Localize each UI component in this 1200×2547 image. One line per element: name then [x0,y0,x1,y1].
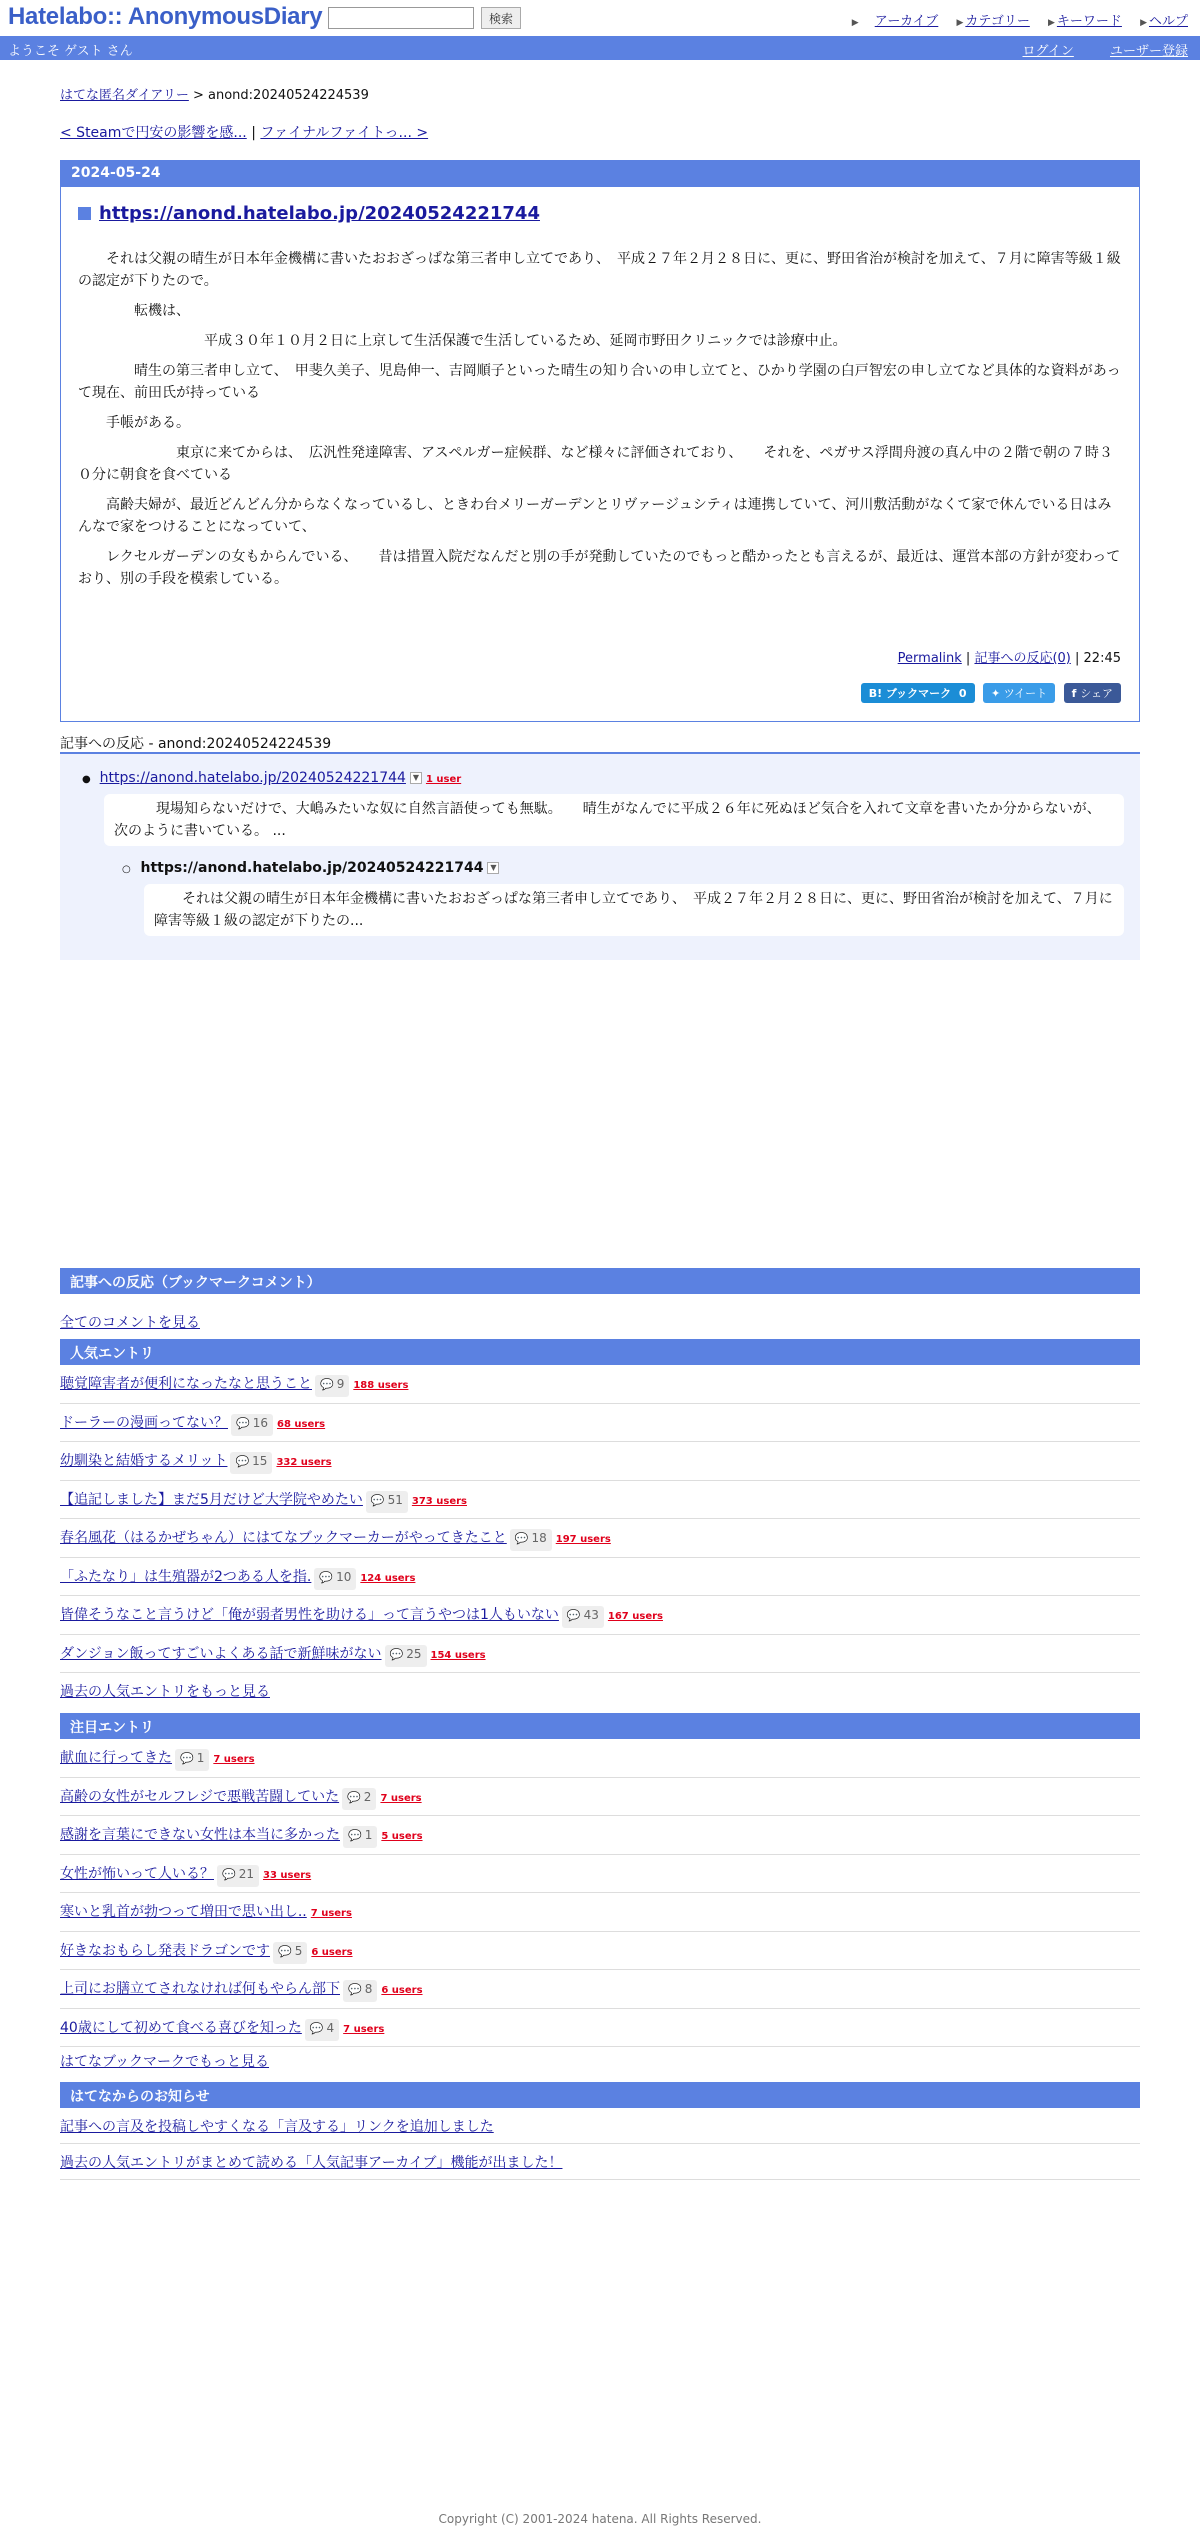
permalink[interactable]: Permalink [897,651,962,666]
comment-bubble-icon: 💬 [389,1647,404,1661]
entry-row [60,1816,1140,1855]
reactions-link[interactable]: 記事への反応(0) [974,651,1071,666]
entry-link[interactable]: 寒いと乳首が勃つって増田で思い出し.. [60,1904,307,1920]
users-badge[interactable]: 7 users [343,2023,385,2035]
bookmark-button-label: B! ブックマーク [868,687,952,700]
comment-count-value: 5 [294,1943,303,1958]
comment-count[interactable] [343,1980,377,2002]
reactions-box [60,752,1140,960]
entry-link[interactable]: 女性が怖いって人いる？ [60,1865,214,1882]
entry-date: 2024-05-24 [61,161,1139,187]
news-link[interactable]: 過去の人気エントリがまとめて読める「人気記事アーカイブ」機能が出ました！ [60,2155,563,2171]
bookmark-comments-heading: 記事への反応（ブックマークコメント） [60,1268,1140,1294]
prev-entry-link[interactable]: < Steamで円安の影響を感... [60,125,247,141]
comment-bubble-icon: 💬 [236,1416,250,1430]
entry-link[interactable]: ダンジョン飯ってすごいよくある話で新鮮味がない [60,1645,382,1662]
comment-count[interactable] [230,1452,272,1474]
users-badge[interactable]: 6 users [311,1946,353,1958]
bookmark-count: 0 [958,687,967,700]
breadcrumb-separator: > [188,88,209,103]
comment-count-value: 16 [252,1415,268,1430]
login-link[interactable]: ログイン [1022,44,1074,59]
users-badge[interactable]: 1 user [425,774,462,785]
entry-link[interactable]: 献血に行ってきた [60,1750,172,1766]
entry-link[interactable]: 春名風花（はるかぜちゃん）にはてなブックマーカーがやってきたこと [60,1530,507,1546]
entry-link[interactable]: 皆偉そうなこと言うけど「俺が弱者男性を助ける」って言うやつは1人もいない [60,1607,559,1623]
reaction-excerpt: それは父親の晴生が日本年金機構に書いたおおざっぱな第三者申し立てであり、 平成２７年２月２８日に、更に、野田省治が検討を加えて、７月に障害等級１級の認定が下りたの... [144,884,1124,936]
entry-link[interactable]: ドーラーの漫画ってない？ [60,1414,228,1431]
entry-title-link[interactable]: https://anond.hatelabo.jp/20240524221744 [99,203,540,224]
users-badge[interactable]: 373 users [411,1495,467,1507]
comment-count-value: 9 [336,1377,345,1391]
entry-title [78,203,1139,224]
entry-paragraph: 晴生の第三者申し立て、 甲斐久美子、児島伸一、吉岡順子といった晴生の知り合いの申し立てと、ひかり学園の白戸智宏の申し立てなど具体的な資料があって現在、前田氏が持っている [78,363,1121,401]
entry-link[interactable]: 好きなおもらし発表ドラゴンです [60,1942,270,1959]
comment-count-value: 8 [364,1982,373,1996]
users-badge[interactable]: 197 users [555,1534,611,1545]
news-item [60,2144,1140,2180]
chevron-right-icon: ▶ [1140,18,1147,28]
comment-count-value: 1 [364,1828,373,1842]
entry-row [60,1635,1140,1674]
entry-time: 22:45 [1083,651,1121,666]
share-buttons [857,683,1121,703]
entry-link[interactable]: 「ふたなり」は生殖器が2つある人を指. [60,1568,312,1585]
comment-bubble-icon: 💬 [180,1752,194,1765]
popular-more-link[interactable]: 過去の人気エントリをもっと見る [60,1684,270,1700]
attention-entries-heading: 注目エントリ [60,1713,1140,1739]
breadcrumb-home[interactable]: はてな匿名ダイアリー [60,88,189,103]
entry-row [60,1855,1140,1894]
comment-count[interactable] [217,1865,259,1887]
register-link[interactable]: ユーザー登録 [1109,44,1188,59]
users-badge[interactable]: 167 users [607,1611,663,1622]
comment-count[interactable] [273,1942,307,1964]
comment-count-value: 4 [326,2020,335,2035]
entry-paragraph: 平成３０年１０月２日に上京して生活保護で生活しているため、延岡市野田クリニックでは診療中止。 [78,333,847,349]
news-heading: はてなからのお知らせ [60,2082,1140,2108]
breadcrumb [60,84,369,103]
comment-count[interactable] [175,1749,209,1771]
comment-bubble-icon: 💬 [278,1944,292,1958]
users-badge[interactable]: 7 users [213,1754,255,1765]
nav-help[interactable]: ヘルプ [1148,14,1188,29]
next-entry-link[interactable]: ファイナルファイトっ... > [260,125,429,141]
share-label: シェア [1080,687,1113,700]
entry-row [60,1932,1140,1971]
comment-bubble-icon: 💬 [320,1378,334,1391]
comment-bubble-icon: 💬 [319,1570,334,1584]
users-badge[interactable]: 6 users [381,1985,423,1996]
comment-bubble-icon: 💬 [370,1493,385,1507]
bird-icon: ✦ [990,687,1004,700]
entry-link[interactable]: 幼馴染と結婚するメリット [60,1453,228,1469]
users-badge[interactable]: 7 users [310,1908,352,1919]
nav-category[interactable]: カテゴリー [965,14,1030,29]
entry-row [60,1404,1140,1443]
comment-bubble-icon: 💬 [514,1532,529,1545]
entry-row [60,1970,1140,2009]
chevron-right-icon: ▶ [851,18,859,28]
search-input[interactable] [328,7,474,29]
comment-count-value: 10 [336,1569,352,1584]
reaction-link[interactable]: https://anond.hatelabo.jp/20240524221744 [99,770,406,786]
entry-row [60,1519,1140,1558]
entry-row [60,1442,1140,1481]
users-badge[interactable]: 124 users [360,1572,416,1584]
comment-bubble-icon: 💬 [348,1829,362,1842]
comment-count-value: 2 [363,1789,372,1804]
chevron-right-icon: ▶ [1047,18,1055,28]
comment-count[interactable] [342,1788,376,1810]
comment-count-value: 18 [531,1531,547,1545]
comment-count[interactable] [510,1529,552,1551]
entry-paragraph: 手帳がある。 [78,415,190,431]
chevron-down-icon[interactable]: ▼ [410,772,422,784]
entry-link[interactable]: 聴覚障害者が便利になったなと思うこと [60,1376,312,1392]
tweet-button[interactable] [983,683,1055,703]
comment-count[interactable] [343,1826,377,1848]
facebook-icon: f [1071,687,1081,700]
entry-link[interactable]: 【追記しました】まだ5月だけど大学院やめたい [60,1491,363,1508]
comment-bubble-icon: 💬 [309,2021,324,2035]
entry-paragraph: 転機は、 [78,303,190,319]
entry-body [78,248,1121,590]
entry-row [60,1893,1140,1932]
users-badge[interactable]: 154 users [430,1649,486,1661]
top-header [0,0,1200,36]
entry-paragraph: それは父親の晴生が日本年金機構に書いたおおざっぱな第三者申し立てであり、 平成２７年２月２８日に、更に、野田省治が検討を加えて、７月に障害等級１級の認定が下りたので。 [78,251,1121,289]
hatena-bookmark-button[interactable] [861,683,975,703]
comment-bubble-icon: 💬 [235,1455,250,1468]
welcome-text: ようこそ ゲスト さん [8,44,133,59]
top-nav [852,10,1188,29]
comment-count[interactable] [315,1375,349,1397]
comment-count[interactable] [231,1414,273,1436]
search-button[interactable]: 検索 [481,7,521,29]
entry-row [60,1558,1140,1597]
nav-keyword[interactable]: キーワード [1056,14,1122,29]
entry-box [60,160,1140,722]
bookmark-more-link[interactable]: はてなブックマークでもっと見る [60,2054,270,2070]
square-bullet-icon [78,207,91,220]
entry-pager [60,122,428,142]
entry-link[interactable]: 40歳にして初めて食べる喜びを知った [60,2019,302,2036]
copyright: Copyright (C) 2001-2024 hatena. All Rights Reserved. [438,2512,762,2526]
comment-count[interactable] [305,2019,339,2041]
news-item [60,2108,1140,2144]
reactions-heading: 記事への反応 - anond:20240524224539 [60,736,332,752]
users-badge[interactable]: 5 users [381,1831,423,1842]
site-logo[interactable]: Hatelabo:: AnonymousDiary [8,3,323,30]
entry-paragraph: 高齢夫婦が、最近どんどん分からなくなっているし、ときわ台メリーガーデンとリヴァージュシティは連携していて、河川敷活動がなくて家で休んでいる日はみんなで家をつけることになっていて、 [78,497,1112,535]
comment-count-value: 15 [252,1454,268,1468]
facebook-share-button[interactable] [1064,683,1121,703]
user-bar [0,36,1200,60]
popular-entries-heading: 人気エントリ [60,1339,1140,1365]
tweet-label: ツイート [1003,687,1048,700]
circle-bullet-icon: ○ [122,864,131,875]
bullet-icon: ● [82,774,91,785]
comment-count[interactable] [385,1645,427,1667]
entry-row [60,2009,1140,2048]
entry-row [60,1365,1140,1404]
entry-paragraph: 東京に来てからは、 広汎性発達障害、アスペルガー症候群、など様々に評価されており、 それを、ペガサス浮間舟渡の真ん中の２階で朝の７時３０分に朝食を食べている [78,445,1113,483]
entry-row [60,1778,1140,1817]
comment-count-value: 43 [583,1608,599,1622]
comment-count[interactable] [562,1606,604,1628]
chevron-down-icon[interactable]: ▼ [487,862,499,874]
entry-link[interactable]: 高齢の女性がセルフレジで悪戦苦闘していた [60,1788,340,1805]
users-badge[interactable]: 68 users [276,1418,326,1430]
pager-separator: | [246,125,261,141]
entry-link[interactable]: 上司にお膳立てされなければ何もやらん部下 [60,1981,340,1997]
comment-bubble-icon: 💬 [222,1867,236,1881]
comment-count-value: 1 [196,1751,205,1765]
breadcrumb-current: anond:20240524224539 [208,88,369,103]
chevron-right-icon: ▶ [956,18,964,28]
nav-archive[interactable]: アーカイブ [874,14,939,29]
comment-count[interactable] [314,1568,356,1590]
users-badge[interactable]: 188 users [353,1380,409,1391]
comment-count-value: 21 [238,1866,254,1881]
entry-paragraph: レクセルガーデンの女もからんでいる、 昔は措置入院だなんだと別の手が発動していたのでもっと酷かったとも言えるが、最近は、運営本部の方針が変わっており、別の手段を模索している。 [78,549,1121,587]
comment-count-value: 51 [387,1492,403,1507]
entry-row [60,1481,1140,1520]
reaction-item [82,770,461,786]
entry-link[interactable]: 感謝を言葉にできない女性は本当に多かった [60,1827,340,1843]
comment-bubble-icon: 💬 [347,1790,361,1804]
news-link[interactable]: 記事への言及を投稿しやすくなる「言及する」リンクを追加しました [60,2119,494,2135]
users-badge[interactable]: 332 users [276,1457,332,1468]
comment-count[interactable] [366,1491,408,1513]
all-comments-link[interactable]: 全てのコメントを見る [60,1315,200,1331]
entry-footer: Permalink | 記事への反応(0) | 22:45 [897,651,1121,666]
reaction-item [122,860,499,876]
comment-count-value: 25 [406,1646,422,1661]
users-badge[interactable]: 7 users [380,1792,422,1804]
entry-row [60,1596,1140,1635]
comment-bubble-icon: 💬 [348,1983,362,1996]
entry-row [60,1739,1140,1778]
users-badge[interactable]: 33 users [262,1869,312,1881]
reaction-link-text: https://anond.hatelabo.jp/20240524221744 [140,860,484,876]
reaction-excerpt: 現場知らないだけで、大嶋みたいな奴に自然言語使っても無駄。 晴生がなんでに平成２６年に死ぬほど気合を入れて文章を書いたか分からないが、次のように書いている。 ... [104,794,1124,846]
comment-bubble-icon: 💬 [566,1609,581,1622]
